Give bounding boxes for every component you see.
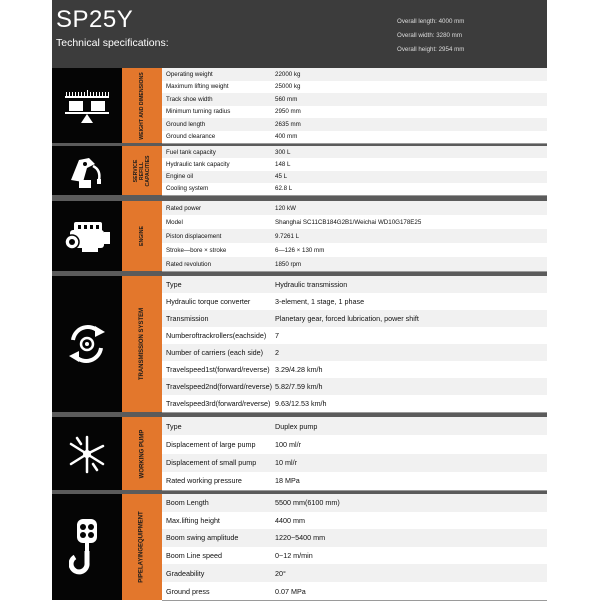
table-row: Fuel tank capacity 300 L bbox=[162, 146, 547, 159]
table-row: Piston displacement 9.7261 L bbox=[162, 229, 547, 244]
spec-table bbox=[162, 417, 547, 490]
spec-table bbox=[162, 146, 547, 195]
table-row: Ground length 2635 mm bbox=[162, 118, 547, 132]
overall-height: Overall height: 2954 mm bbox=[397, 46, 465, 53]
table-row: Maximum lifting weight 25000 kg bbox=[162, 81, 547, 95]
section-label: WEIGHT AND DIMENSIONS bbox=[139, 71, 146, 140]
table-row: Travelspeed3rd(forward/reverse) 9.63/12.53 km/h bbox=[162, 395, 547, 413]
table-row: Rated working pressure 18 MPa bbox=[162, 472, 547, 491]
section-transmission bbox=[52, 276, 547, 412]
pump-spark-icon bbox=[52, 417, 122, 490]
table-row: Rated revolution 1850 rpm bbox=[162, 257, 547, 272]
table-row: Max.lifting height 4400 mm bbox=[162, 512, 547, 531]
hook-icon bbox=[52, 494, 122, 600]
table-row: Travelspeed1st(forward/reverse) 3.29/4.28 km/h bbox=[162, 361, 547, 379]
overall-length: Overall length: 4000 mm bbox=[397, 18, 465, 25]
table-row: Number of carriers (each side) 2 bbox=[162, 344, 547, 362]
table-row: Hydraulic tank capacity 148 L bbox=[162, 158, 547, 171]
table-row: Travelspeed2nd(forward/reverse) 5.82/7.59 km/h bbox=[162, 378, 547, 396]
spec-table bbox=[162, 68, 547, 143]
scale-icon bbox=[52, 68, 122, 143]
section-refill-capacities bbox=[52, 146, 547, 195]
overall-width: Overall width: 3280 mm bbox=[397, 32, 462, 39]
header bbox=[52, 0, 547, 68]
section-working-pump bbox=[52, 417, 547, 490]
page-title: SP25Y bbox=[56, 6, 134, 33]
table-row: Boom swing amplitude 1220~5400 mm bbox=[162, 529, 547, 548]
table-row: Engine oil 45 L bbox=[162, 171, 547, 184]
table-row: Numberoftrackrollers(eachside) 7 bbox=[162, 327, 547, 345]
table-row: Hydraulic torque converter 3-element, 1 stage, 1 phase bbox=[162, 293, 547, 311]
table-row: Displacement of small pump 10 ml/r bbox=[162, 454, 547, 473]
table-row: Type Duplex pump bbox=[162, 417, 547, 436]
table-row: Transmission Planetary gear, forced lubrication, power shift bbox=[162, 310, 547, 328]
overall-dimensions bbox=[397, 15, 464, 57]
engine-icon bbox=[52, 201, 122, 271]
table-row: Ground press 0.07 MPa bbox=[162, 582, 547, 601]
table-row: Track shoe width 560 mm bbox=[162, 93, 547, 107]
fuel-nozzle-icon bbox=[52, 146, 122, 195]
table-row: Cooling system 62.8 L bbox=[162, 183, 547, 196]
spec-table bbox=[162, 494, 547, 600]
table-row: Displacement of large pump 100 ml/r bbox=[162, 435, 547, 454]
section-label: TRANSMISSION SYSTEM bbox=[139, 307, 145, 381]
spec-table bbox=[162, 201, 547, 271]
section-weight-dimensions bbox=[52, 68, 547, 143]
section-label: ENGINE bbox=[138, 226, 145, 246]
table-row: Type Hydraulic transmission bbox=[162, 276, 547, 294]
section-engine bbox=[52, 201, 547, 271]
table-row: Rated power 120 kW bbox=[162, 201, 547, 216]
table-row: Ground clearance 400 mm bbox=[162, 131, 547, 145]
table-row: Boom Line speed 0~12 m/min bbox=[162, 547, 547, 566]
table-row: Boom Length 5500 mm(6100 mm) bbox=[162, 494, 547, 513]
table-row: Gradeability 20° bbox=[162, 564, 547, 583]
spec-sheet bbox=[52, 0, 547, 600]
section-label: SERVICE REFILL CAPACITIES bbox=[133, 154, 151, 187]
table-row: Stroke—bore × stroke 6—126 × 130 mm bbox=[162, 243, 547, 258]
section-label: WORKING PUMP bbox=[139, 429, 146, 478]
page-subtitle: Technical specifications: bbox=[56, 37, 169, 49]
table-row: Operating weight 22000 kg bbox=[162, 68, 547, 82]
spec-table bbox=[162, 276, 547, 412]
section-label: PIPELAYINGEQUIPMENT bbox=[139, 511, 145, 583]
section-pipelaying-equipment bbox=[52, 494, 547, 600]
gear-cycle-icon bbox=[52, 276, 122, 412]
table-row: Minimum turning radius 2950 mm bbox=[162, 106, 547, 120]
table-row: Model Shanghai SC11CB184G2B1/Weichai WD10G178E25 bbox=[162, 215, 547, 230]
